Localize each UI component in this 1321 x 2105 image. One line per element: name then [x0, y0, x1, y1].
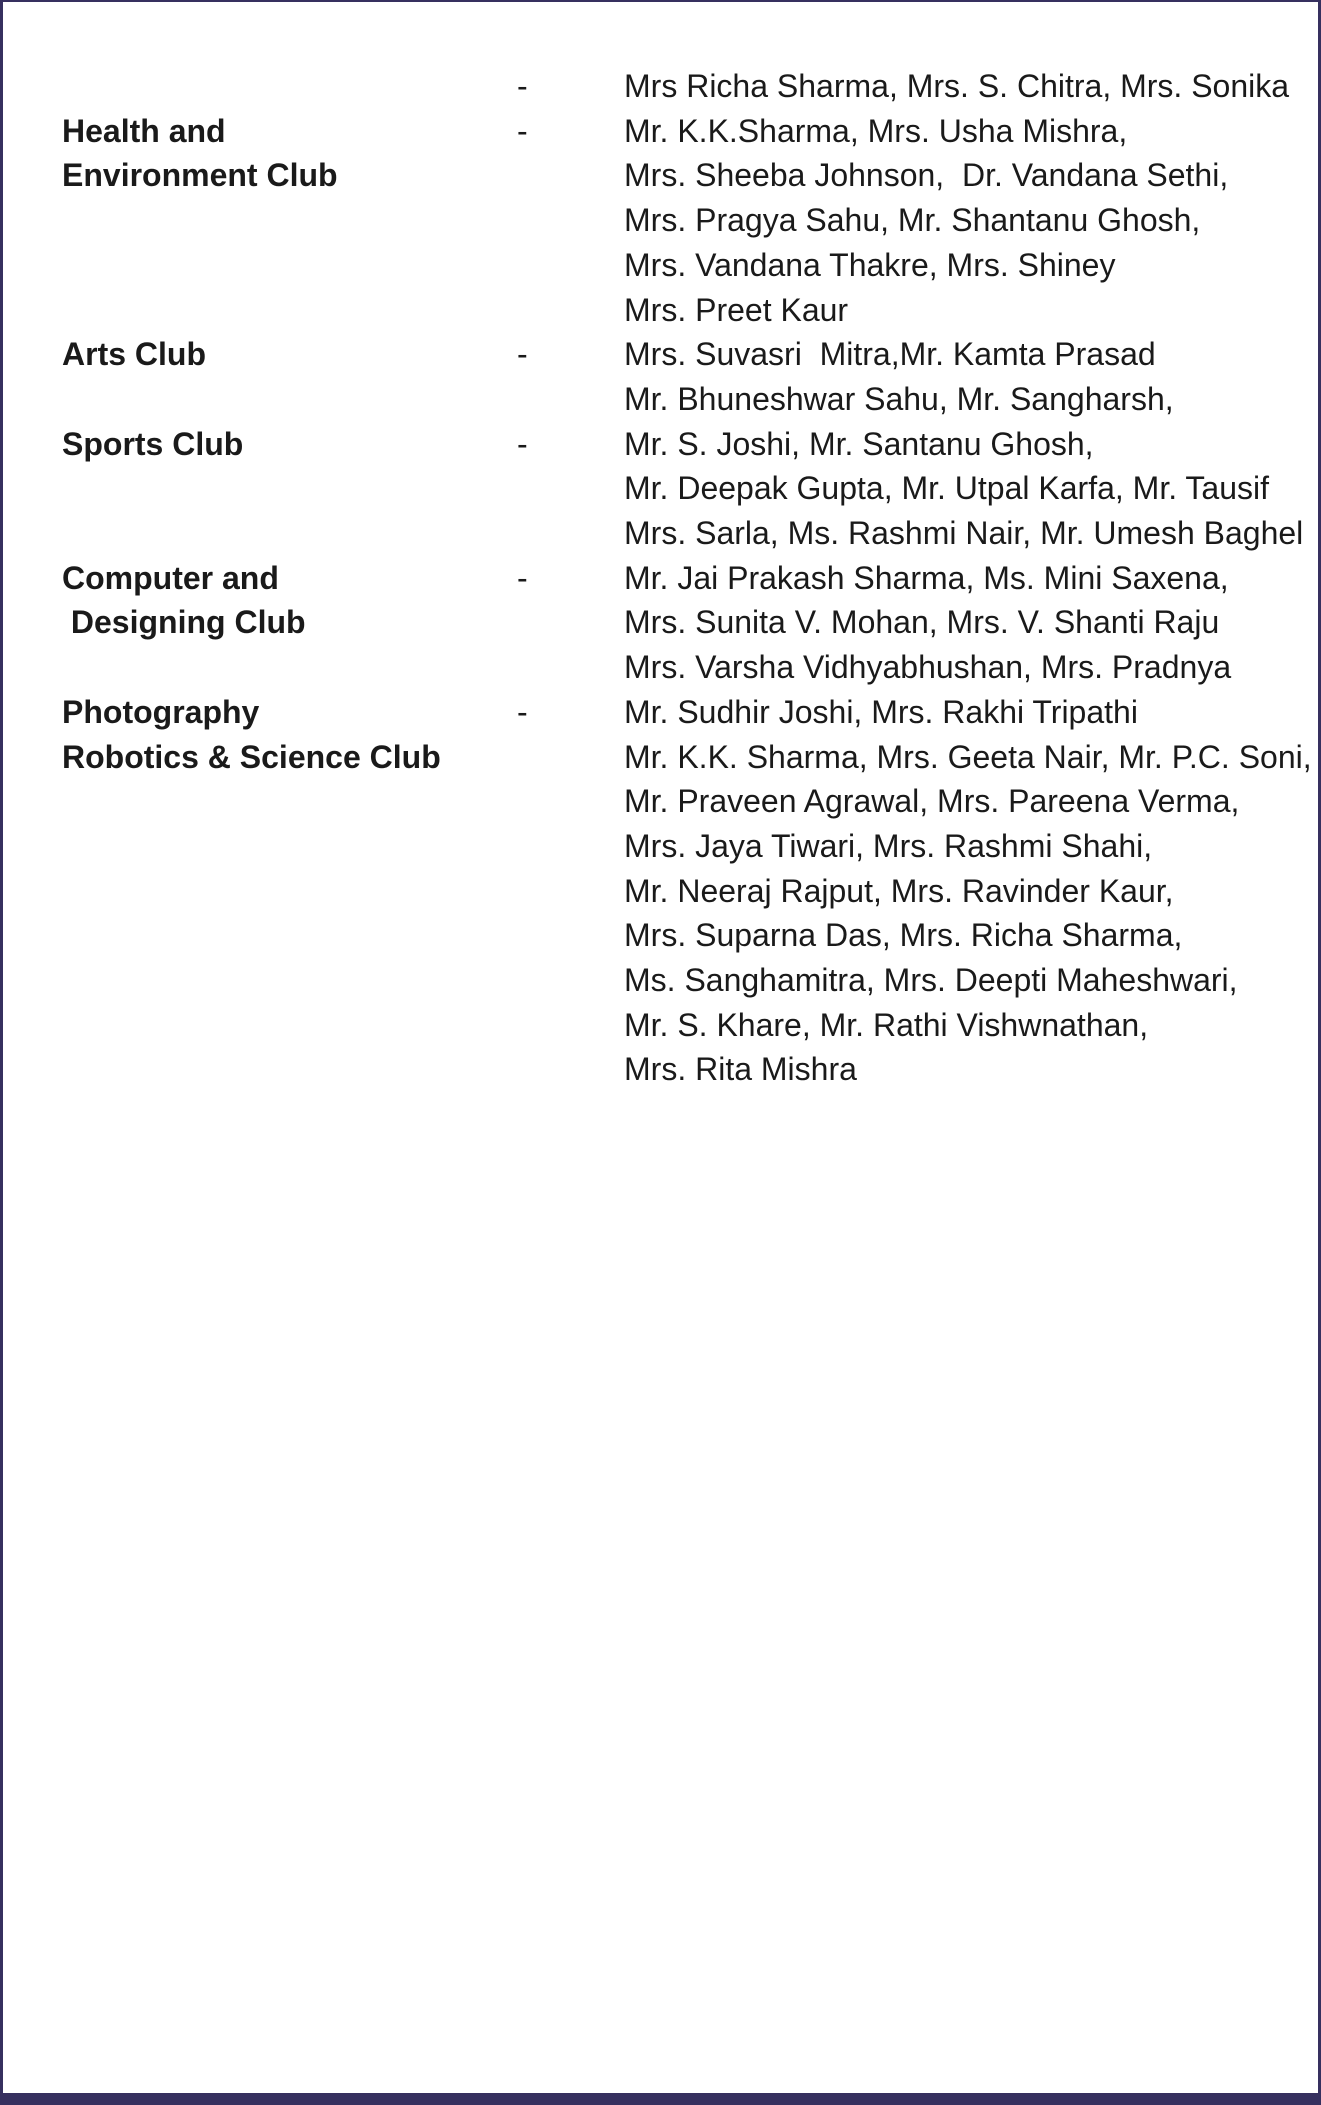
member-line: Mrs. Rita Mishra: [624, 1051, 857, 1088]
club-name: [62, 332, 512, 377]
member-line: Mrs. Pragya Sahu, Mr. Shantanu Ghosh,: [624, 202, 1201, 239]
separator-dash: -: [517, 68, 528, 104]
club-row-computer-designing: [62, 556, 1312, 690]
club-row-health-environment: [62, 109, 1312, 333]
separator-dash: -: [517, 559, 528, 596]
member-line: Mr. Neeraj Rajput, Mrs. Ravinder Kaur,: [624, 872, 1174, 909]
member-line: Mrs. Jaya Tiwari, Mrs. Rashmi Shahi,: [624, 827, 1153, 864]
member-line: Mr. S. Joshi, Mr. Santanu Ghosh,: [624, 425, 1094, 462]
club-row-sports: [62, 422, 1312, 556]
separator-dash: -: [517, 336, 528, 373]
club-name: [62, 109, 512, 198]
member-line: Mr. Deepak Gupta, Mr. Utpal Karfa, Mr. Tausif: [624, 470, 1269, 507]
member-line: Mrs. Suparna Das, Mrs. Richa Sharma,: [624, 917, 1183, 954]
club-name-line: Photography: [62, 693, 260, 730]
member-line: Mrs. Varsha Vidhyabhushan, Mrs. Pradnya: [624, 649, 1232, 686]
member-line: Ms. Sanghamitra, Mrs. Deepti Maheshwari,: [624, 962, 1238, 999]
member-line: Mrs. Suvasri Mitra,Mr. Kamta Prasad: [624, 336, 1156, 373]
separator-dash: -: [517, 425, 528, 462]
club-row-photography-robotics-science: [62, 690, 1312, 1092]
member-line: Mr. S. Khare, Mr. Rathi Vishwnathan,: [624, 1006, 1149, 1043]
club-members: [624, 690, 1312, 1092]
club-members: [624, 556, 1312, 690]
club-members: [624, 332, 1312, 421]
member-line: Mr. K.K. Sharma, Mrs. Geeta Nair, Mr. P.C. Soni,: [624, 738, 1312, 775]
club-name-line: Sports Club: [62, 425, 244, 462]
club-name: [62, 690, 512, 779]
club-name-line: Health and: [62, 112, 226, 149]
member-line: Mrs. Sunita V. Mohan, Mrs. V. Shanti Raju: [624, 604, 1220, 641]
member-line: Mrs. Vandana Thakre, Mrs. Shiney: [624, 246, 1116, 283]
club-name-line: Robotics & Science Club: [62, 738, 441, 775]
member-line: Mr. Praveen Agrawal, Mrs. Pareena Verma,: [624, 783, 1240, 820]
club-members: [624, 109, 1312, 333]
separator-dash: -: [517, 693, 528, 730]
separator-dash: -: [517, 112, 528, 149]
member-line: Mrs. Sarla, Ms. Rashmi Nair, Mr. Umesh Baghel: [624, 515, 1304, 552]
club-name: [62, 422, 512, 467]
club-name: [62, 556, 512, 645]
member-line: Mrs. Preet Kaur: [624, 291, 849, 328]
club-row-arts: [62, 332, 1312, 421]
club-members: [624, 64, 1312, 109]
club-name-line: Computer and: [62, 559, 279, 596]
member-line: Mrs Richa Sharma, Mrs. S. Chitra, Mrs. Sonika: [624, 68, 1290, 104]
member-line: Mr. Bhuneshwar Sahu, Mr. Sangharsh,: [624, 380, 1174, 417]
club-row-unlabeled: [62, 64, 1312, 109]
member-line: Mrs. Sheeba Johnson, Dr. Vandana Sethi,: [624, 157, 1229, 194]
club-list: [62, 64, 1312, 1092]
member-line: Mr. Jai Prakash Sharma, Ms. Mini Saxena,: [624, 559, 1229, 596]
club-name-line: Environment Club: [62, 157, 338, 194]
club-name-line: Designing Club: [62, 604, 306, 641]
member-line: Mr. K.K.Sharma, Mrs. Usha Mishra,: [624, 112, 1128, 149]
club-name-line: Arts Club: [62, 336, 206, 373]
club-members: [624, 422, 1312, 556]
member-line: Mr. Sudhir Joshi, Mrs. Rakhi Tripathi: [624, 693, 1138, 730]
